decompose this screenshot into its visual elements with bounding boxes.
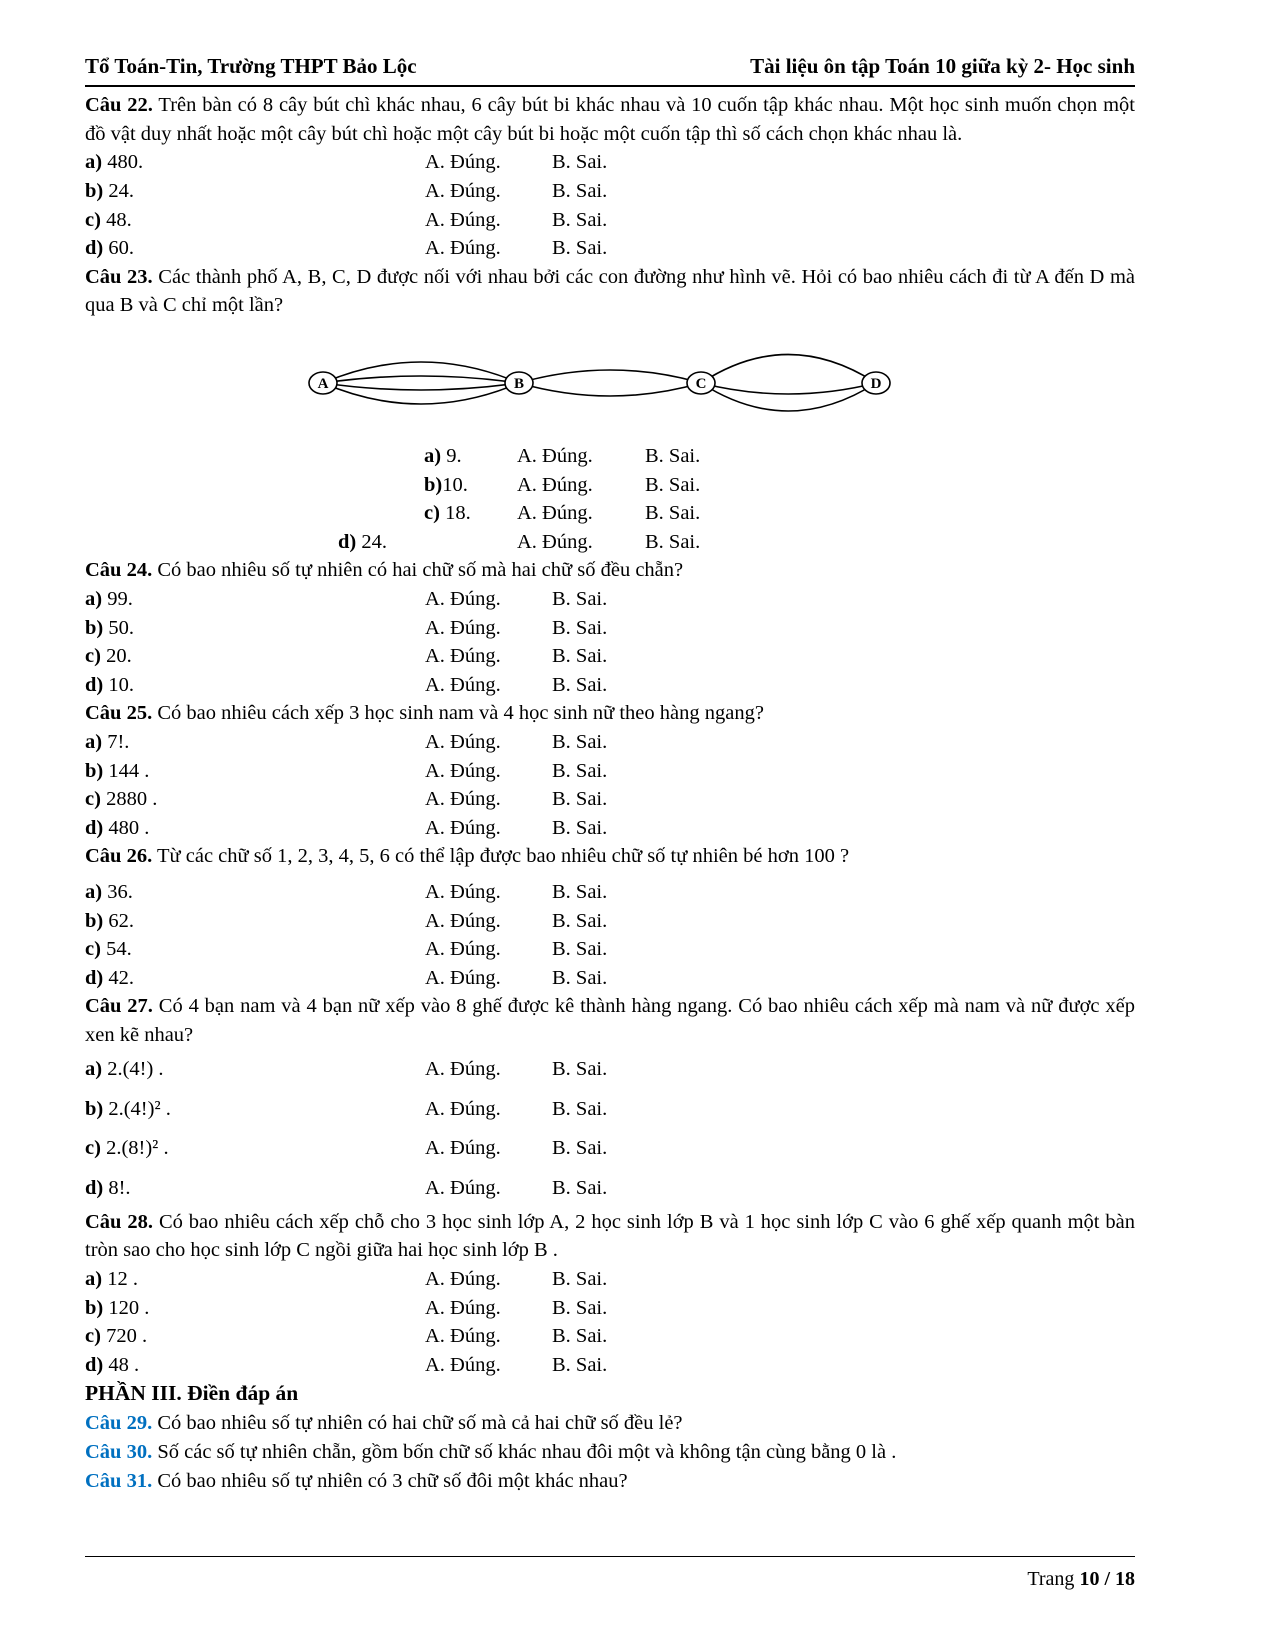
option-value: 20. (106, 645, 132, 668)
question-text: Câu 26. Từ các chữ số 1, 2, 3, 4, 5, 6 có thể lập được bao nhiêu chữ số tự nhiên bé hơn 100 ? (85, 845, 850, 868)
option-row (85, 964, 1135, 993)
option-false-label: B. Sai. (552, 237, 608, 260)
question-text: Câu 28. Có bao nhiêu cách xếp chỗ cho 3 học sinh lớp A, 2 học sinh lớp B và 1 học sinh lớp C vào 6 ghế xếp quanh một bàn tròn sao cho học sinh lớp C ngồi giữa hai học sinh lớp B . (85, 1210, 1135, 1262)
option-label: b) (85, 1097, 104, 1120)
option-row (85, 671, 1135, 700)
option-value: 2.(4!)² . (108, 1097, 171, 1120)
option-false-label: B. Sai. (552, 208, 608, 231)
option-true-label: A. Đúng. (425, 1176, 501, 1199)
question-31: Câu 31. Có bao nhiêu số tự nhiên có 3 chữ số đôi một khác nhau? (85, 1469, 628, 1492)
option-value: 99. (107, 588, 133, 610)
option-value: 62. (108, 909, 134, 932)
option-row (85, 234, 1135, 263)
graph-node-a-label: A (317, 376, 329, 393)
edge-bc (519, 370, 701, 383)
option-true-label: A. Đúng. (425, 151, 501, 174)
option-row (85, 177, 1135, 206)
question-29: Câu 29. Có bao nhiêu số tự nhiên có hai chữ số mà cả hai chữ số đều lẻ? (85, 1412, 683, 1435)
document-page (85, 52, 1135, 1495)
option-value: 8!. (108, 1176, 131, 1199)
option-true-label: A. Đúng. (425, 966, 501, 989)
option-false-label: B. Sai. (552, 645, 608, 668)
edge-ab (323, 376, 519, 383)
option-true-label: A. Đúng. (425, 880, 501, 903)
option-value: 42. (108, 966, 134, 989)
option-false-label: B. Sai. (552, 1058, 608, 1080)
header-left: Tổ Toán-Tin, Trường THPT Bảo Lộc (85, 54, 417, 78)
edge-cd (701, 355, 876, 384)
option-value: 18. (445, 502, 471, 525)
question-25 (85, 699, 1135, 842)
option-label: a) (85, 1058, 103, 1080)
option-label: b) (85, 180, 104, 203)
option-true-label: A. Đúng. (517, 530, 593, 553)
option-false-label: B. Sai. (645, 445, 701, 468)
option-row (338, 471, 1135, 500)
option-true-label: A. Đúng. (425, 616, 501, 639)
option-value: 60. (108, 237, 134, 260)
question-number: Câu 31. (85, 1469, 153, 1492)
option-true-label: A. Đúng. (425, 1296, 501, 1319)
option-true-label: A. Đúng. (425, 645, 501, 668)
option-label: d) (85, 673, 104, 696)
question-23 (85, 263, 1135, 557)
question-number: Câu 30. (85, 1441, 153, 1464)
question-30: Câu 30. Số các số tự nhiên chẵn, gồm bốn chữ số khác nhau đôi một và không tận cùng bằng 0 là . (85, 1441, 897, 1464)
option-false-label: B. Sai. (552, 1268, 608, 1291)
option-label: a) (85, 588, 103, 610)
option-false-label: B. Sai. (645, 502, 701, 525)
edge-ab (323, 383, 519, 390)
page-footer (85, 1556, 1135, 1594)
option-row (85, 814, 1135, 843)
option-label: d) (85, 816, 104, 839)
option-true-label: A. Đúng. (425, 588, 501, 610)
option-value: 2.(8!)² . (106, 1137, 169, 1160)
option-label: a) (85, 151, 103, 174)
option-true-label: A. Đúng. (425, 730, 501, 753)
option-true-label: A. Đúng. (425, 759, 501, 782)
option-row (85, 1050, 1135, 1090)
option-true-label: A. Đúng. (425, 180, 501, 203)
header-right: Tài liệu ôn tập Toán 10 giữa kỳ 2- Học sinh (750, 54, 1135, 78)
option-row (85, 728, 1135, 757)
option-row (85, 1265, 1135, 1294)
question-28 (85, 1208, 1135, 1380)
option-true-label: A. Đúng. (425, 673, 501, 696)
roads-diagram (285, 328, 925, 440)
question-number: Câu 28. (85, 1210, 154, 1233)
option-value: 48. (106, 208, 132, 231)
page-number: 10 / 18 (1079, 1568, 1135, 1590)
graph-node-d-label: D (870, 376, 882, 393)
option-value: 24. (361, 530, 387, 553)
option-false-label: B. Sai. (552, 1097, 608, 1120)
option-true-label: A. Đúng. (425, 1268, 501, 1291)
option-true-label: A. Đúng. (425, 208, 501, 231)
option-row (85, 1129, 1135, 1169)
option-label: b) (85, 759, 104, 782)
edge-bc (519, 383, 701, 396)
page-header (85, 52, 1135, 87)
footer-label: Trang (1027, 1568, 1075, 1590)
question-text: Câu 22. Trên bàn có 8 cây bút chì khác nhau, 6 cây bút bi khác nhau và 10 cuốn tập khác nhau. Một học sinh muốn chọn một đồ vật duy nhất hoặc một cây bút chì hoặc một cây bút bi hoặc một cuốn tập thì số cách chọn khác nhau là. (85, 94, 1135, 145)
option-label: d) (338, 530, 357, 553)
option-false-label: B. Sai. (552, 909, 608, 932)
graph-figure (285, 328, 925, 440)
option-label: c) (85, 1325, 101, 1348)
option-label: d) (85, 237, 104, 260)
option-true-label: A. Đúng. (425, 237, 501, 260)
option-label: c) (85, 645, 101, 668)
option-true-label: A. Đúng. (425, 1097, 501, 1120)
option-label: d) (85, 1176, 104, 1199)
option-true-label: A. Đúng. (425, 816, 501, 839)
option-false-label: B. Sai. (552, 816, 608, 839)
option-label: a) (85, 1268, 103, 1291)
option-label: b) (85, 616, 104, 639)
option-value: 480 . (108, 816, 150, 839)
question-number: Câu 29. (85, 1412, 153, 1435)
option-label: b) (424, 473, 443, 496)
question-22 (85, 91, 1135, 263)
option-label: c) (85, 208, 101, 231)
option-value: 480. (107, 151, 144, 174)
option-row (85, 1089, 1135, 1129)
option-value: 2.(4!) . (107, 1058, 164, 1080)
option-label: d) (85, 1353, 104, 1376)
option-false-label: B. Sai. (645, 473, 701, 496)
option-false-label: B. Sai. (552, 1137, 608, 1160)
option-value: 2880 . (106, 788, 158, 811)
option-value: 50. (108, 616, 134, 639)
question-number: Câu 23. (85, 265, 153, 288)
option-true-label: A. Đúng. (425, 1137, 501, 1160)
option-value: 12 . (107, 1268, 138, 1291)
option-row (85, 642, 1135, 671)
question-number: Câu 22. (85, 94, 153, 117)
option-label: c) (424, 502, 440, 525)
question-24 (85, 556, 1135, 699)
question-text: Câu 25. Có bao nhiêu cách xếp 3 học sinh nam và 4 học sinh nữ theo hàng ngang? (85, 702, 764, 725)
option-false-label: B. Sai. (552, 1325, 608, 1348)
edge-cd (701, 383, 876, 394)
graph-node-b-label: B (513, 376, 525, 393)
option-true-label: A. Đúng. (425, 788, 501, 811)
option-true-label: A. Đúng. (425, 909, 501, 932)
question-text: Câu 23. Các thành phố A, B, C, D được nối với nhau bởi các con đường như hình vẽ. Hỏi có bao nhiêu cách đi từ A đến D mà qua B và C chỉ một lần? (85, 265, 1135, 317)
option-label: b) (85, 1296, 104, 1319)
option-false-label: B. Sai. (645, 530, 701, 553)
option-false-label: B. Sai. (552, 1176, 608, 1199)
option-value: 144 . (108, 759, 150, 782)
question-text: Câu 24. Có bao nhiêu số tự nhiên có hai chữ số mà hai chữ số đều chẵn? (85, 559, 684, 582)
option-label: b) (85, 909, 104, 932)
option-label: a) (424, 445, 442, 468)
option-value: 24. (108, 180, 134, 203)
option-false-label: B. Sai. (552, 938, 608, 961)
option-label: a) (85, 880, 103, 903)
option-false-label: B. Sai. (552, 730, 608, 753)
option-false-label: B. Sai. (552, 180, 608, 203)
option-value: 120 . (108, 1296, 150, 1319)
option-true-label: A. Đúng. (425, 1325, 501, 1348)
option-row (85, 585, 1135, 614)
option-value: 720 . (106, 1325, 148, 1348)
option-row (338, 528, 1135, 557)
option-value: 54. (106, 938, 132, 961)
option-label: c) (85, 938, 101, 961)
question-number: Câu 27. (85, 995, 153, 1018)
option-row (85, 1322, 1135, 1351)
option-value: 9. (446, 445, 462, 468)
option-false-label: B. Sai. (552, 966, 608, 989)
option-false-label: B. Sai. (552, 673, 608, 696)
question-number: Câu 26. (85, 845, 153, 868)
option-false-label: B. Sai. (552, 616, 608, 639)
question-text: Câu 27. Có 4 bạn nam và 4 bạn nữ xếp vào 8 ghế được kê thành hàng ngang. Có bao nhiêu cách xếp mà nam và nữ được xếp xen kẽ nhau? (85, 995, 1135, 1046)
option-true-label: A. Đúng. (517, 473, 593, 496)
option-row (338, 442, 1135, 471)
option-false-label: B. Sai. (552, 759, 608, 782)
option-value: 10. (442, 473, 468, 496)
option-false-label: B. Sai. (552, 1296, 608, 1319)
option-row (85, 757, 1135, 786)
option-row (85, 907, 1135, 936)
option-false-label: B. Sai. (552, 880, 608, 903)
question-27 (85, 992, 1135, 1208)
option-row (85, 614, 1135, 643)
graph-node-c-label: C (695, 376, 707, 393)
option-false-label: B. Sai. (552, 788, 608, 811)
edge-cd (701, 383, 876, 411)
option-value: 10. (108, 673, 134, 696)
option-row (85, 148, 1135, 177)
option-label: c) (85, 788, 101, 811)
option-false-label: B. Sai. (552, 151, 608, 174)
option-row (85, 878, 1135, 907)
option-true-label: A. Đúng. (517, 502, 593, 525)
option-value: 7!. (107, 730, 130, 753)
option-label: d) (85, 966, 104, 989)
question-26 (85, 842, 1135, 992)
option-value: 36. (107, 880, 133, 903)
option-row (85, 1168, 1135, 1208)
option-value: 48 . (108, 1353, 140, 1376)
option-row (338, 499, 1135, 528)
section-heading: PHẦN III. Điền đáp án (85, 1381, 299, 1406)
option-true-label: A. Đúng. (517, 445, 593, 468)
question-number: Câu 24. (85, 559, 153, 582)
option-row (85, 785, 1135, 814)
question-number: Câu 25. (85, 702, 153, 725)
option-true-label: A. Đúng. (425, 1058, 501, 1080)
option-true-label: A. Đúng. (425, 938, 501, 961)
option-true-label: A. Đúng. (425, 1353, 501, 1376)
option-row (85, 1294, 1135, 1323)
option-label: a) (85, 730, 103, 753)
option-label: c) (85, 1137, 101, 1160)
option-false-label: B. Sai. (552, 1353, 608, 1376)
option-row (85, 935, 1135, 964)
option-row (85, 1351, 1135, 1380)
option-false-label: B. Sai. (552, 588, 608, 610)
option-row (85, 206, 1135, 235)
